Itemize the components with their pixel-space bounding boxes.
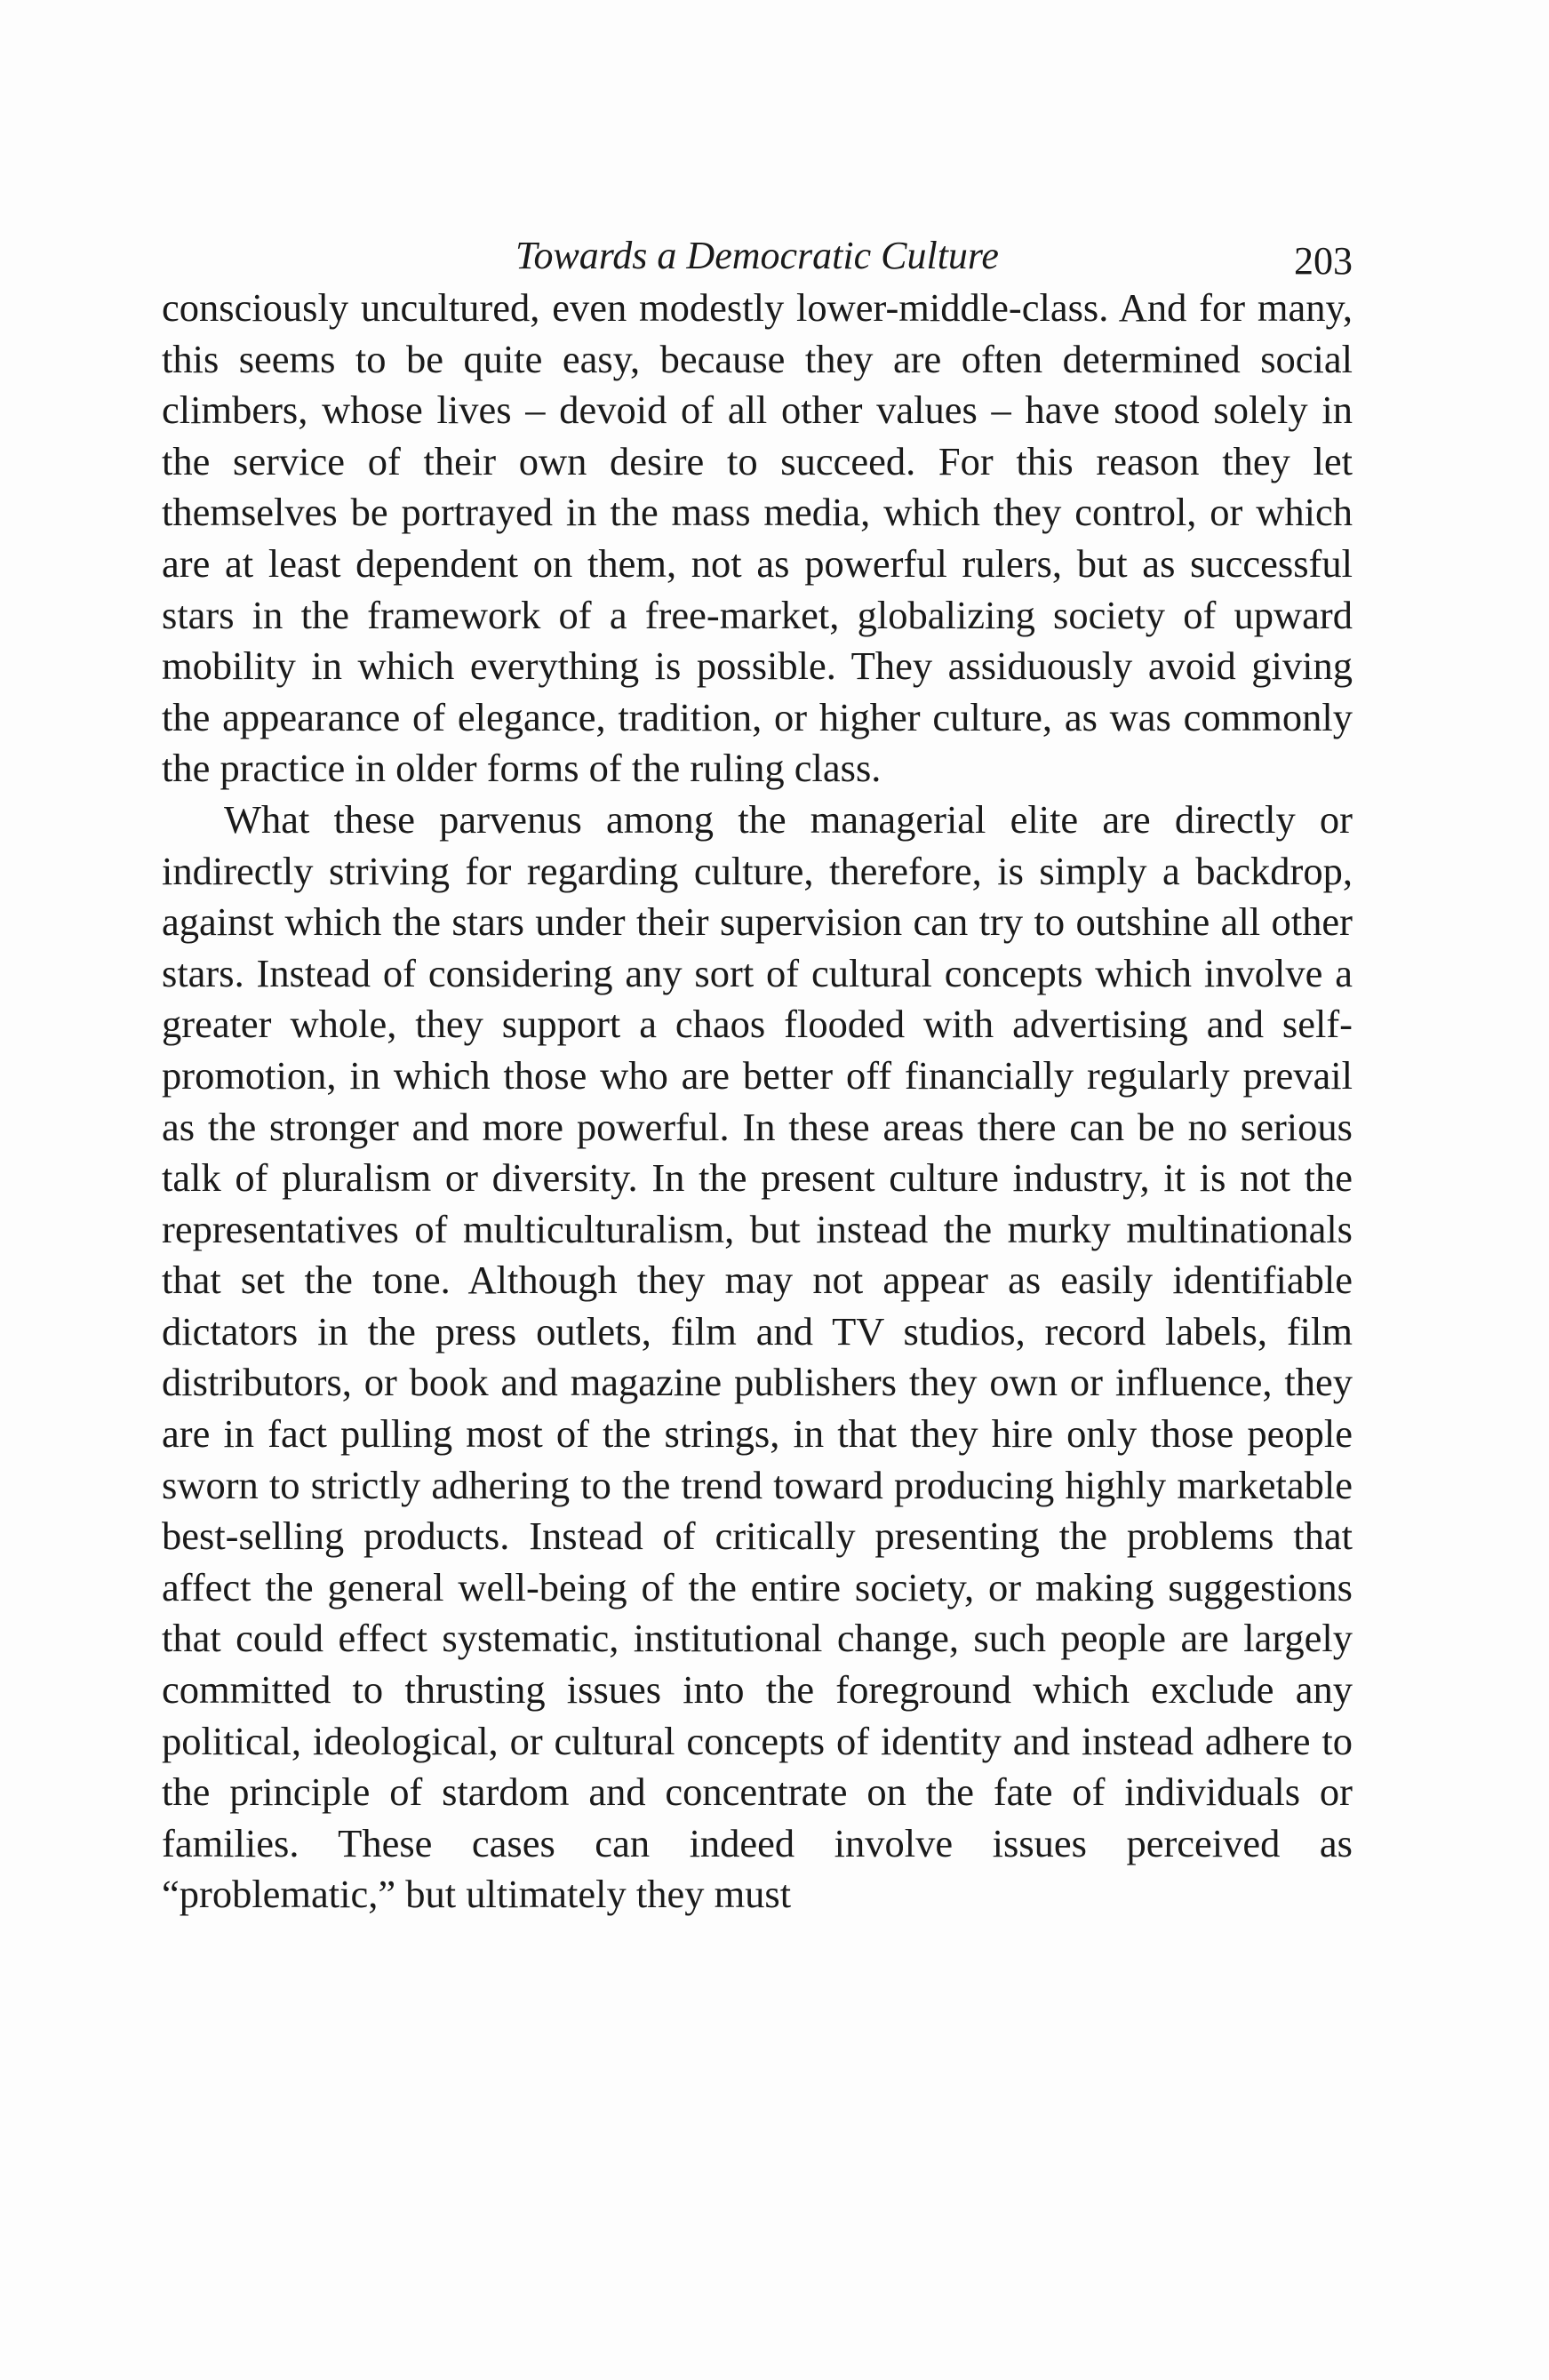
running-title: Towards a Democratic Culture bbox=[515, 234, 999, 277]
body-text bbox=[162, 283, 1353, 1921]
paragraph: What these parvenus among the managerial elite are directly or indirectly striving for regarding culture, therefore, is simply a backdrop, against which the stars under their supervision can try to outshine all other stars. Instead of considering any sort of cultural concepts which involve a greater whole, they support a chaos flooded with advertising and self-promotion, in which those who are better off financially regularly prevail as the stronger and more powerful. In these areas there can be no serious talk of pluralism or diversity. In the present culture industry, it is not the representatives of multiculturalism, but instead the murky multinationals that set the tone. Although they may not appear as easily identifiable dictators in the press outlets, film and TV studios, record labels, film distributors, or book and magazine publishers they own or influence, they are in fact pulling most of the strings, in that they hire only those people sworn to strictly adhering to the trend toward producing highly marketable best-selling products. Instead of critically presenting the problems that affect the general well-being of the entire society, or making suggestions that could effect systematic, institutional change, such people are largely committed to thrusting issues into the foreground which exclude any political, ideological, or cultural concepts of identity and instead adhere to the principle of stardom and concentrate on the fate of individuals or families. These cases can indeed involve issues perceived as “problematic,” but ultimately they must bbox=[162, 796, 1353, 1917]
paragraph-continued: consciously uncultured, even modestly lower-middle-class. And for many, this seems to be quite easy, because they are often determined social climbers, whose lives – devoid of all other values – have stood solely in the service of their own desire to succeed. For this reason they let themselves be portrayed in the mass media, which they control, or which are at least dependent on them, not as powerful rulers, but as successful stars in the framework of a free-market, globalizing society of upward mobility in which everything is possible. They assiduously avoid giving the appearance of elegance, tradition, or higher culture, as was commonly the practice in older forms of the ruling class. bbox=[162, 285, 1353, 791]
running-head bbox=[162, 229, 1353, 283]
page-number: 203 bbox=[1294, 239, 1353, 283]
